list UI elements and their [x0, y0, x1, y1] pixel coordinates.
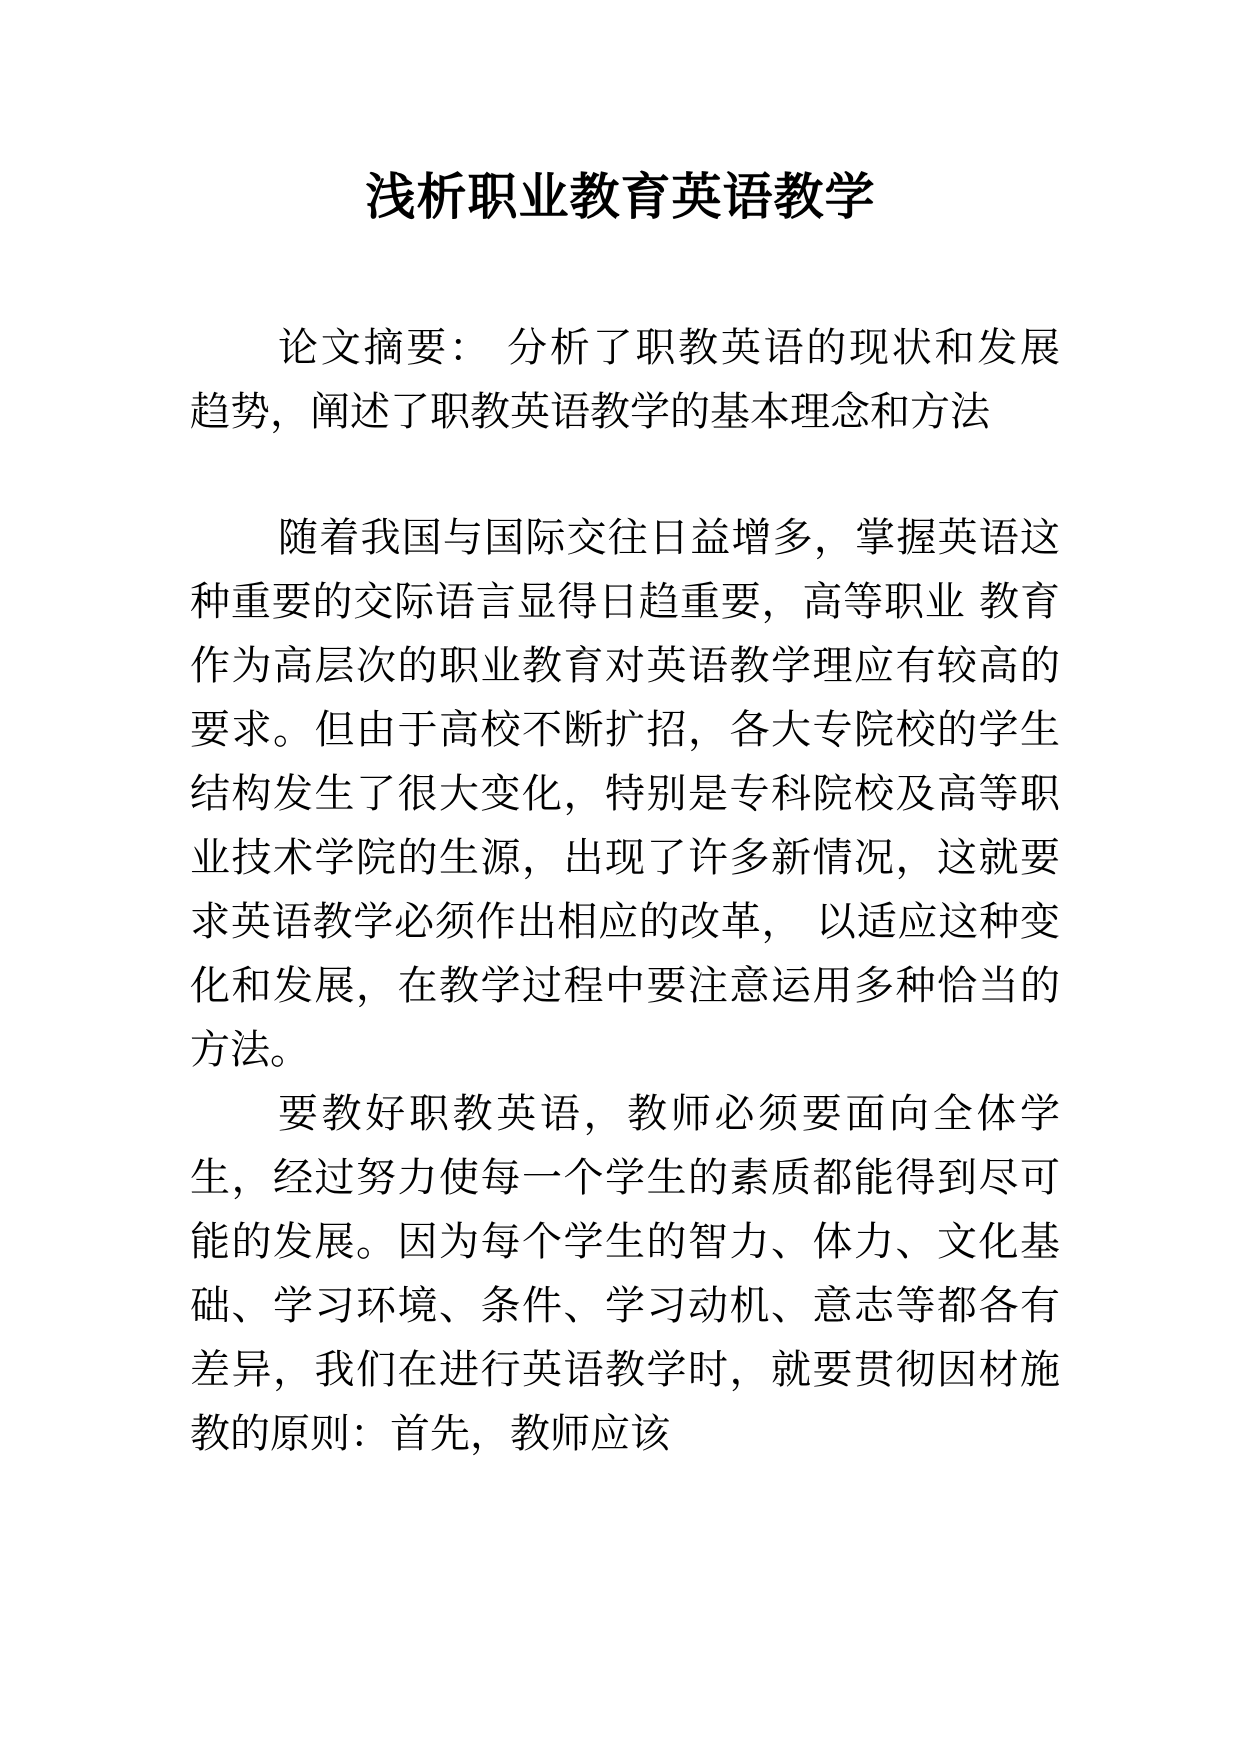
abstract-paragraph: 论文摘要： 分析了职教英语的现状和发展 趋势，阐述了职教英语教学的基本理念和方法	[190, 325, 1060, 435]
body-paragraph-1: 随着我国与国际交往日益增多，掌握英语这种重要的交际语言显得日趋重要，高等职业 教育 作为高层次的职业教育对英语教学理应有较高的要求。但由于高校不断扩招，各大专院校的学生结构发生了很大变化，特别是专科院校及高等职业技术学院的生源，出现了许多新情况，这就要求英语教学必须作出相应的改革， 以适应这种变化和发展，在教学过程中要注意运用多种恰当的方法。	[190, 515, 1060, 1073]
body-paragraph-2: 要教好职教英语，教师必须要面向全体学生，经过努力使每一个学生的素质都能得到尽可能的发展。因为每个学生的智力、体力、文化基础、学习环境、条件、学习动机、意志等都各有差异，我们在进行英语教学时，就要贯彻因材施教的原则：首先，教师应该	[190, 1091, 1060, 1457]
document-title: 浅析职业教育英语教学	[365, 168, 876, 226]
document-body	[190, 316, 1060, 1466]
paragraph-spacer	[190, 444, 1060, 506]
